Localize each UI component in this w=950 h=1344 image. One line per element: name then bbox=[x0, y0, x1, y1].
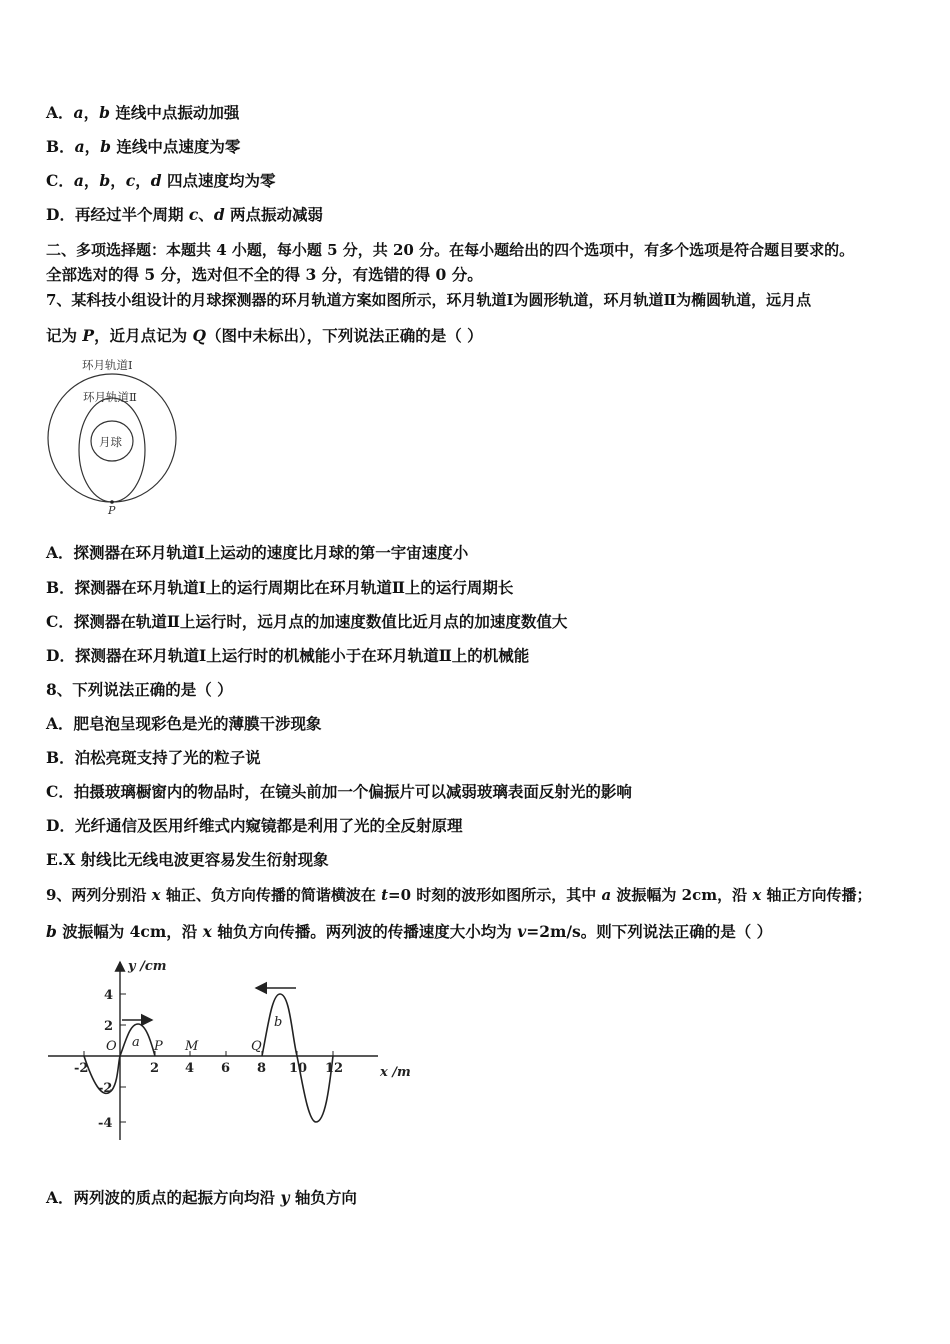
x-tick-label-m2: -2 bbox=[74, 1061, 89, 1076]
stem-text: 波振幅为 4cm，沿 bbox=[56, 922, 203, 941]
option-text: 连线中点振动加强 bbox=[109, 103, 240, 122]
point-a-label: a bbox=[132, 1035, 140, 1050]
stem-text: 轴正、负方向传播的简谐横波在 bbox=[160, 886, 382, 904]
var-a: a bbox=[73, 103, 84, 122]
var-b: b bbox=[46, 922, 57, 941]
x-tick-label-4: 4 bbox=[185, 1061, 195, 1076]
q6-option-c bbox=[46, 171, 275, 191]
option-text: 轴负方向 bbox=[289, 1188, 357, 1207]
x-tick-label-8: 8 bbox=[257, 1061, 267, 1076]
option-label: A． bbox=[46, 103, 74, 122]
stem-text: 轴正方向传播； bbox=[761, 886, 872, 904]
var-d: d bbox=[150, 171, 162, 190]
q6-option-b bbox=[46, 137, 240, 157]
var-a: a bbox=[74, 137, 85, 156]
x-tick-label-10: 10 bbox=[289, 1061, 308, 1076]
q7-stem-line1: 7、某科技小组设计的月球探测器的环月轨道方案如图所示，环月轨道Ⅰ为圆形轨道，环月轨道Ⅱ为椭圆轨道，远月点 bbox=[46, 291, 812, 309]
point-p-label: P bbox=[154, 1039, 163, 1054]
var-c: c bbox=[188, 205, 199, 224]
orbit-1-label: 环月轨道Ⅰ bbox=[82, 358, 133, 372]
option-label: B． bbox=[46, 137, 75, 156]
y-tick-label-4: 4 bbox=[104, 988, 114, 1003]
q8-stem: 8、下列说法正确的是（ ） bbox=[46, 680, 233, 699]
var-c: c bbox=[125, 171, 136, 190]
stem-text: 记为 bbox=[46, 326, 83, 345]
q9-stem-line2 bbox=[46, 922, 772, 942]
stem-text: 波振幅为 2cm，沿 bbox=[611, 886, 753, 904]
stem-text: （图中未标出），下列说法正确的是（ ） bbox=[205, 326, 483, 345]
wave-graph bbox=[40, 950, 430, 1150]
stem-text: ，近月点记为 bbox=[94, 326, 193, 345]
y-tick-label-m4: -4 bbox=[98, 1116, 113, 1131]
q8-option-e: E.X 射线比无线电波更容易发生衍射现象 bbox=[46, 850, 329, 869]
x-tick-label-6: 6 bbox=[221, 1061, 231, 1076]
point-q-label: Q bbox=[251, 1039, 262, 1054]
q8-option-a: A．肥皂泡呈现彩色是光的薄膜干涉现象 bbox=[46, 714, 322, 733]
q6-option-a bbox=[46, 103, 239, 123]
x-axis-label: x /m bbox=[380, 1065, 411, 1080]
var-x: x bbox=[752, 886, 762, 904]
point-m-label: M bbox=[185, 1039, 199, 1054]
sep: ， bbox=[83, 103, 100, 122]
stem-text: =0 时刻的波形如图所示，其中 bbox=[388, 886, 602, 904]
orbit-diagram bbox=[40, 352, 190, 517]
orbit-2-ellipse bbox=[79, 398, 145, 502]
x-tick-label-12: 12 bbox=[325, 1061, 344, 1076]
q7-stem-line2 bbox=[46, 326, 483, 346]
point-p-label: P bbox=[108, 504, 116, 517]
var-b: b bbox=[99, 171, 111, 190]
stem-text: =2m/s。则下列说法正确的是（ ） bbox=[526, 922, 773, 941]
sep: ， bbox=[84, 137, 101, 156]
var-p: P bbox=[82, 326, 95, 345]
var-v: v bbox=[517, 922, 527, 941]
option-text: 两点振动减弱 bbox=[224, 205, 324, 224]
var-q: Q bbox=[192, 326, 206, 345]
var-b: b bbox=[100, 137, 112, 156]
var-y: y bbox=[280, 1188, 290, 1207]
sep: ， bbox=[110, 171, 126, 190]
var-x: x bbox=[151, 886, 161, 904]
y-axis-label: y /cm bbox=[128, 959, 167, 974]
q6-option-d bbox=[46, 205, 323, 225]
var-d: d bbox=[213, 205, 225, 224]
y-tick-label-m2: -2 bbox=[98, 1081, 113, 1096]
q7-option-b: B．探测器在环月轨道Ⅰ上的运行周期比在环月轨道Ⅱ上的运行周期长 bbox=[46, 578, 514, 597]
var-x: x bbox=[202, 922, 212, 941]
x-tick-label-2: 2 bbox=[150, 1061, 160, 1076]
sep: 、 bbox=[198, 205, 214, 224]
section2-line2: 全部选对的得 5 分，选对但不全的得 3 分，有选错的得 0 分。 bbox=[46, 265, 483, 284]
wave-b-curve bbox=[262, 994, 333, 1122]
point-b-label: b bbox=[274, 1015, 283, 1030]
q8-option-b: B．泊松亮斑支持了光的粒子说 bbox=[46, 748, 261, 767]
var-a: a bbox=[73, 171, 84, 190]
q9-stem-line1 bbox=[46, 885, 872, 905]
sep: ， bbox=[135, 171, 151, 190]
var-t: t bbox=[381, 886, 389, 904]
q8-option-d: D．光纤通信及医用纤维式内窥镜都是利用了光的全反射原理 bbox=[46, 816, 463, 835]
orbit-2-label: 环月轨道Ⅱ bbox=[83, 390, 137, 404]
q8-option-c: C．拍摄玻璃橱窗内的物品时，在镜头前加一个偏振片可以减弱玻璃表面反射光的影响 bbox=[46, 782, 632, 801]
y-tick-label-2: 2 bbox=[104, 1019, 114, 1034]
section2-line1: 二、多项选择题：本题共 4 小题，每小题 5 分，共 20 分。在每小题给出的四个选项中，有多个选项是符合题目要求的。 bbox=[46, 241, 855, 259]
sep: ， bbox=[83, 171, 100, 190]
origin-label: O bbox=[106, 1039, 117, 1054]
var-a: a bbox=[601, 886, 612, 904]
q7-option-c: C．探测器在轨道Ⅱ上运行时，远月点的加速度数值比近月点的加速度数值大 bbox=[46, 612, 568, 631]
q7-option-d: D．探测器在环月轨道Ⅰ上运行时的机械能小于在环月轨道Ⅱ上的机械能 bbox=[46, 646, 530, 665]
stem-text: 9、两列分别沿 bbox=[46, 886, 152, 904]
q7-option-a: A．探测器在环月轨道Ⅰ上运动的速度比月球的第一宇宙速度小 bbox=[46, 543, 469, 562]
q9-option-a bbox=[46, 1188, 357, 1208]
var-b: b bbox=[99, 103, 110, 122]
option-text: 连线中点速度为零 bbox=[111, 137, 241, 156]
option-text: 四点速度均为零 bbox=[161, 171, 276, 190]
option-text: A．两列波的质点的起振方向均沿 bbox=[46, 1188, 281, 1207]
option-label: D．再经过半个周期 bbox=[46, 205, 189, 224]
stem-text: 轴负方向传播。两列波的传播速度大小均为 bbox=[211, 922, 518, 941]
option-label: C． bbox=[46, 171, 74, 190]
moon-label: 月球 bbox=[99, 435, 122, 449]
